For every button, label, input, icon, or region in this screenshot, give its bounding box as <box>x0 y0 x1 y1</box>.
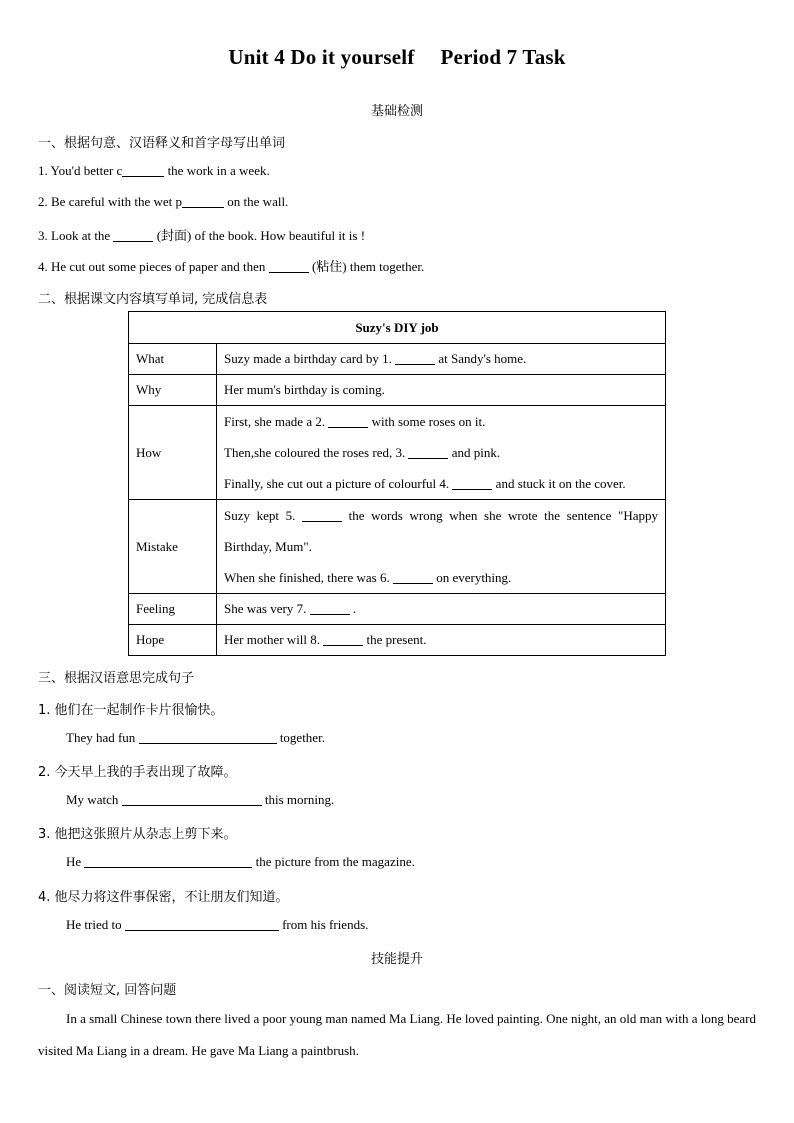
answer-blank[interactable] <box>182 195 224 208</box>
answer-blank[interactable] <box>122 164 164 177</box>
part3-heading: 三、根据汉语意思完成句子 <box>38 671 195 686</box>
row-label: Feeling <box>129 594 217 625</box>
answer-blank[interactable] <box>328 415 368 428</box>
title-unit: Unit 4 Do it yourself <box>228 45 415 69</box>
part3-item-1-english: They had fun together. <box>66 730 325 745</box>
part1-item-4: 4. He cut out some pieces of paper and then (粘住) them together. <box>38 259 425 274</box>
row-content: Suzy made a birthday card by 1. at Sandy's home. <box>217 344 666 375</box>
part1-item-2: 2. Be careful with the wet p on the wall. <box>38 194 289 209</box>
answer-blank[interactable] <box>84 855 252 868</box>
row-content: First, she made a 2. with some roses on it. Then,she coloured the roses red, 3. and pink. Finally, she cut out a picture of colourful 4. and stuck it on the cover. <box>217 406 666 500</box>
table-row-mistake <box>129 500 666 594</box>
part1-heading: 一、根据句意、汉语释义和首字母写出单词 <box>38 136 286 151</box>
row-label: What <box>129 344 217 375</box>
part3-item-1-chinese: 1. 他们在一起制作卡片很愉快。 <box>38 703 224 718</box>
table-row-feeling <box>129 594 666 625</box>
answer-blank[interactable] <box>269 260 309 273</box>
answer-blank[interactable] <box>393 571 433 584</box>
table-title: Suzy's DIY job <box>129 312 666 344</box>
row-content: Her mother will 8. the present. <box>217 625 666 656</box>
section-basic-heading: 基础检测 <box>370 104 423 119</box>
answer-blank[interactable] <box>122 793 262 806</box>
answer-blank[interactable] <box>125 918 279 931</box>
row-content: She was very 7. . <box>217 594 666 625</box>
row-label: Why <box>129 375 217 406</box>
part1-item-3: 3. Look at the (封面) of the book. How beautiful it is ! <box>38 228 366 243</box>
answer-blank[interactable] <box>113 229 153 242</box>
answer-blank[interactable] <box>452 477 492 490</box>
answer-blank[interactable] <box>323 633 363 646</box>
part3-item-4-english: He tried to from his friends. <box>66 917 369 932</box>
answer-blank[interactable] <box>302 509 342 522</box>
part3-item-3-chinese: 3. 他把这张照片从杂志上剪下来。 <box>38 827 237 842</box>
row-label: Hope <box>129 625 217 656</box>
table-row-what <box>129 344 666 375</box>
part3-item-2-english: My watch this morning. <box>66 792 335 807</box>
section-skill-heading: 技能提升 <box>370 952 423 967</box>
row-content: Her mum's birthday is coming. <box>217 375 666 406</box>
answer-blank[interactable] <box>408 446 448 459</box>
row-label: Mistake <box>129 500 217 594</box>
title-period: Period 7 Task <box>440 45 566 69</box>
part3-item-4-chinese: 4. 他尽力将这件事保密，不让朋友们知道。 <box>38 890 289 905</box>
page-title <box>0 45 794 70</box>
row-label: How <box>129 406 217 500</box>
part3-item-3-english: He the picture from the magazine. <box>66 854 415 869</box>
answer-blank[interactable] <box>139 731 277 744</box>
answer-blank[interactable] <box>395 352 435 365</box>
info-table <box>128 311 666 656</box>
part3-item-2-chinese: 2. 今天早上我的手表出现了故障。 <box>38 765 237 780</box>
table-row-why <box>129 375 666 406</box>
table-row-how <box>129 406 666 500</box>
table-row-hope <box>129 625 666 656</box>
answer-blank[interactable] <box>310 602 350 615</box>
part2-heading: 二、根据课文内容填写单词, 完成信息表 <box>38 292 268 307</box>
row-content: Suzy kept 5. the words wrong when she wrote the sentence "Happy Birthday, Mum". When she finished, there was 6. on everything. <box>217 500 666 594</box>
part4-heading: 一、阅读短文, 回答问题 <box>38 983 177 998</box>
reading-paragraph: In a small Chinese town there lived a poor young man named Ma Liang. He loved painting. One night, an old man with a long beard visited Ma Liang in a dream. He gave Ma Liang a paintbrush. <box>38 1011 756 1058</box>
part1-item-1: 1. You'd better c the work in a week. <box>38 163 270 178</box>
